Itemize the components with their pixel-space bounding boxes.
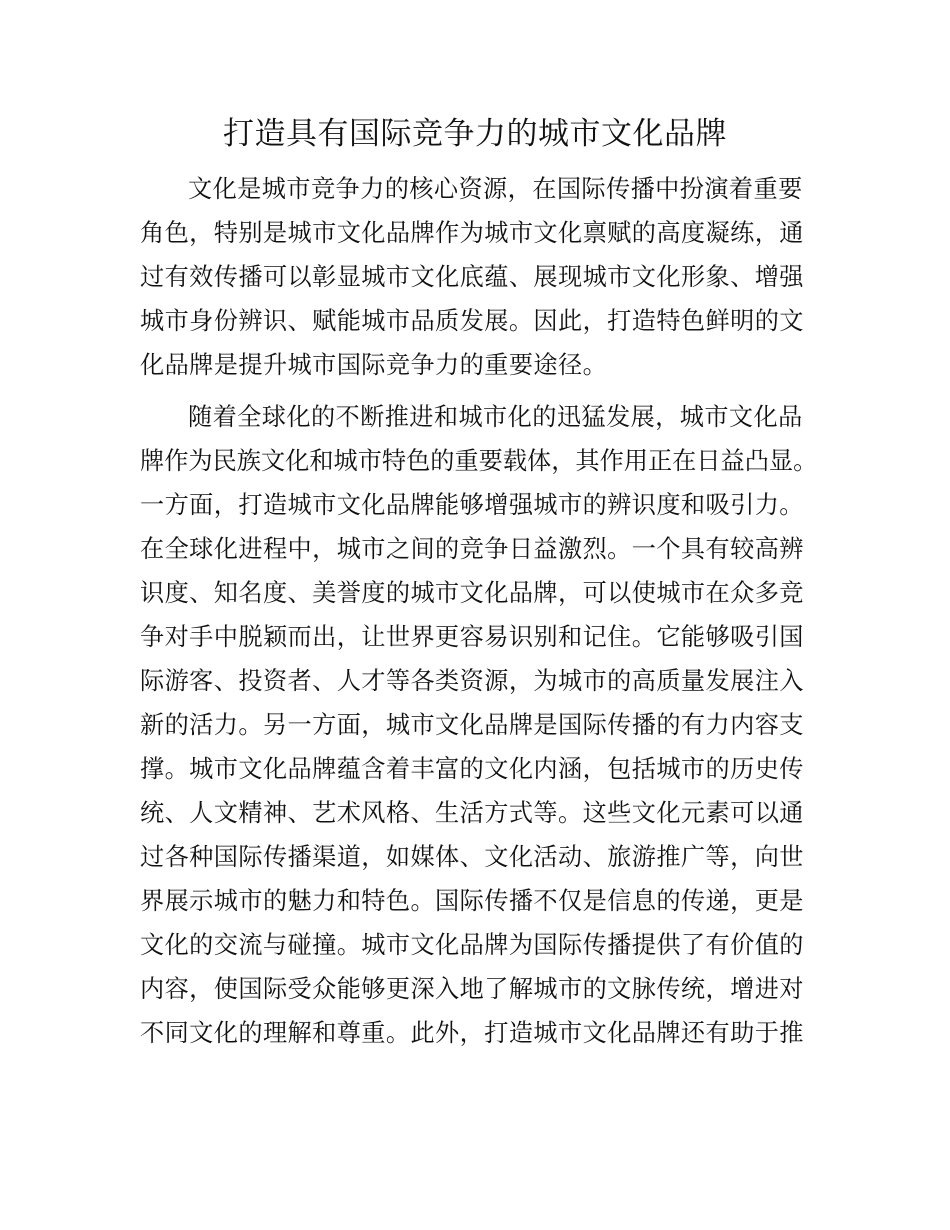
paragraph-2-line-11: 过各种国际传播渠道，如媒体、文化活动、旅游推广等，向世 xyxy=(140,843,804,871)
paragraph-1-line-5: 化品牌是提升城市国际竞争力的重要途径。 xyxy=(140,351,608,379)
paragraph-2-line-1: 随着全球化的不断推进和城市化的迅猛发展，城市文化品 xyxy=(188,403,803,431)
paragraph-2-line-13: 文化的交流与碰撞。城市文化品牌为国际传播提供了有价值的 xyxy=(140,931,804,959)
paragraph-2-line-4: 在全球化进程中，城市之间的竞争日益激烈。一个具有较高辨 xyxy=(140,535,804,563)
paragraph-1-line-3: 过有效传播可以彰显城市文化底蕴、展现城市文化形象、增强 xyxy=(140,263,804,291)
paragraph-2-line-8: 新的活力。另一方面，城市文化品牌是国际传播的有力内容支 xyxy=(140,711,804,739)
paragraph-2-line-5: 识度、知名度、美誉度的城市文化品牌，可以使城市在众多竞 xyxy=(140,579,804,607)
paragraph-2-line-14: 内容，使国际受众能够更深入地了解城市的文脉传统，增进对 xyxy=(140,975,804,1003)
paragraph-2-line-2: 牌作为民族文化和城市特色的重要载体，其作用正在日益凸显。 xyxy=(140,447,818,475)
page-title: 打造具有国际竞争力的城市文化品牌 xyxy=(223,116,727,152)
paragraph-2-line-7: 际游客、投资者、人才等各类资源，为城市的高质量发展注入 xyxy=(140,667,804,695)
paragraph-1-line-2: 角色，特别是城市文化品牌作为城市文化禀赋的高度凝练，通 xyxy=(140,219,804,247)
paragraph-2-line-10: 统、人文精神、艺术风格、生活方式等。这些文化元素可以通 xyxy=(140,799,804,827)
paragraph-2-line-9: 撑。城市文化品牌蕴含着丰富的文化内涵，包括城市的历史传 xyxy=(140,755,804,783)
paragraph-2-line-6: 争对手中脱颖而出，让世界更容易识别和记住。它能够吸引国 xyxy=(140,623,804,651)
paragraph-2-line-15: 不同文化的理解和尊重。此外，打造城市文化品牌还有助于推 xyxy=(140,1019,804,1047)
paragraph-1-line-1: 文化是城市竞争力的核心资源，在国际传播中扮演着重要 xyxy=(188,175,803,203)
paragraph-2-line-3: 一方面，打造城市文化品牌能够增强城市的辨识度和吸引力。 xyxy=(140,491,804,519)
paragraph-2-line-12: 界展示城市的魅力和特色。国际传播不仅是信息的传递，更是 xyxy=(140,887,804,915)
paragraph-1-line-4: 城市身份辨识、赋能城市品质发展。因此，打造特色鲜明的文 xyxy=(140,307,804,335)
